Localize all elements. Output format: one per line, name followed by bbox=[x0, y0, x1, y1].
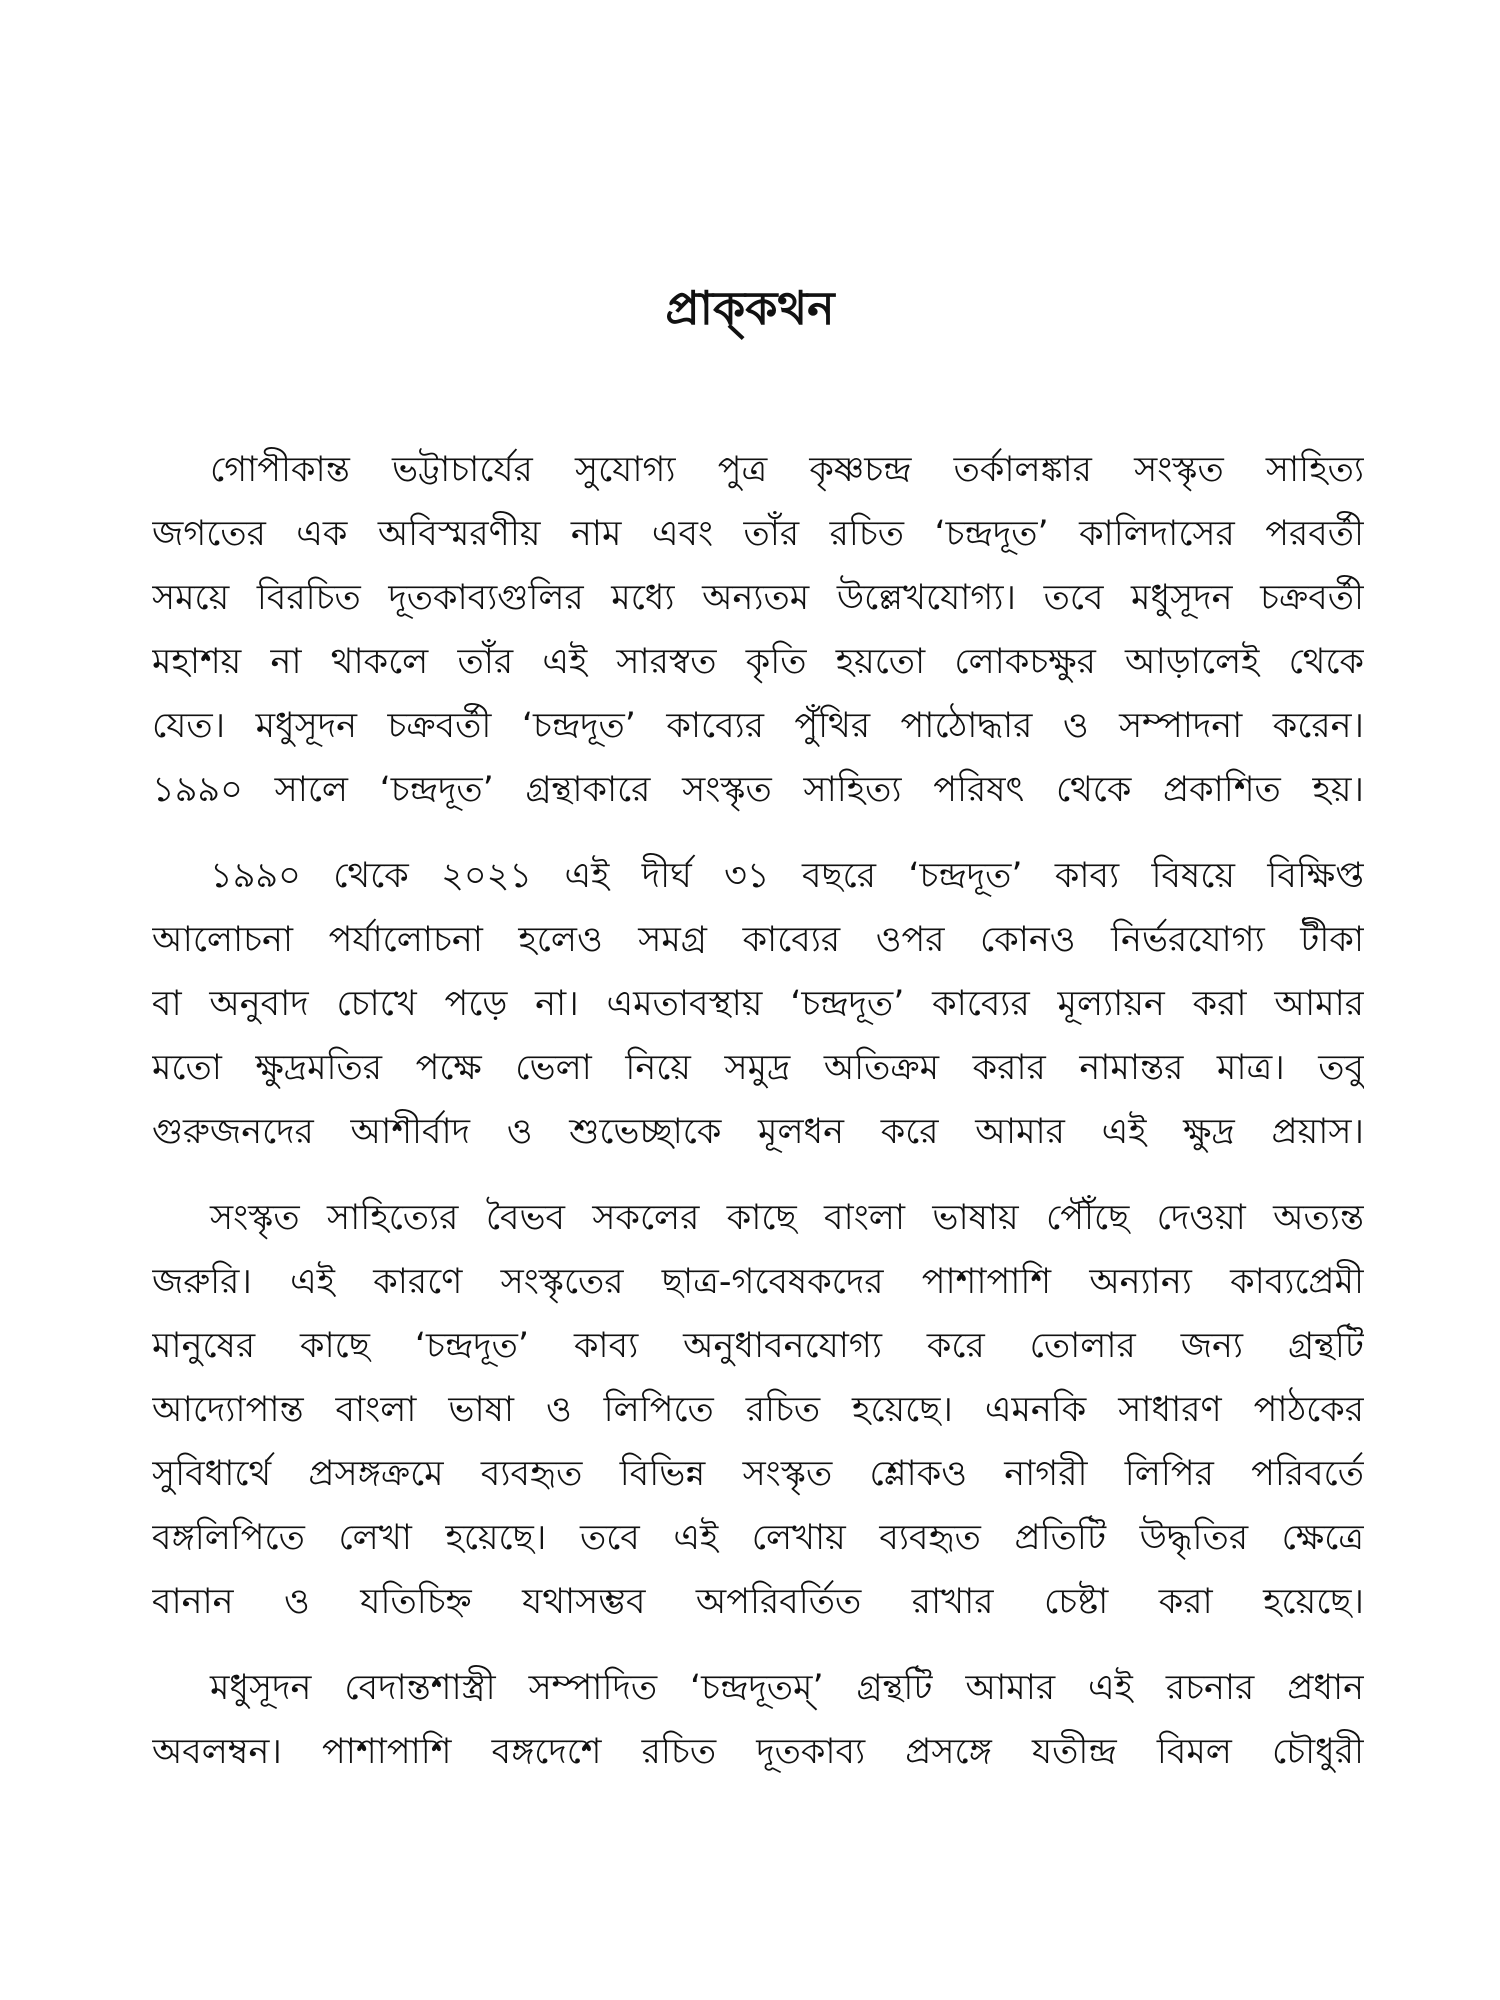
paragraph-2 bbox=[152, 844, 1364, 1164]
text-line: সংস্কৃত সাহিত্যের বৈভব সকলের কাছে বাংলা ভাষায় পৌঁছে দেওয়া অত্যন্ত bbox=[210, 1198, 1364, 1238]
page-title: প্রাক্‌কথন bbox=[665, 281, 835, 335]
text-line: গোপীকান্ত ভট্টাচার্যের সুযোগ্য পুত্র কৃষ্ণচন্দ্র তর্কালঙ্কার সংস্কৃত সাহিত্য bbox=[210, 450, 1364, 490]
text-line: সুবিধার্থে প্রসঙ্গক্রমে ব্যবহৃত বিভিন্ন সংস্কৃত শ্লোকও নাগরী লিপির পরিবর্তে bbox=[152, 1454, 1364, 1494]
text-line: বা অনুবাদ চোখে পড়ে না। এমতাবস্থায় ‘চন্দ্রদূত’ কাব্যের মূল্যায়ন করা আমার bbox=[152, 984, 1364, 1024]
body-text bbox=[152, 438, 1364, 1806]
text-line: মহাশয় না থাকলে তাঁর এই সারস্বত কৃতি হয়তো লোকচক্ষুর আড়ালেই থেকে bbox=[152, 642, 1364, 682]
text-line: জগতের এক অবিস্মরণীয় নাম এবং তাঁর রচিত ‘চন্দ্রদূত’ কালিদাসের পরবর্তী bbox=[152, 514, 1364, 554]
text-line: মানুষের কাছে ‘চন্দ্রদূত’ কাব্য অনুধাবনযোগ্য করে তোলার জন্য গ্রন্থটি bbox=[152, 1326, 1364, 1366]
text-line: আদ্যোপান্ত বাংলা ভাষা ও লিপিতে রচিত হয়েছে। এমনকি সাধারণ পাঠকের bbox=[152, 1390, 1364, 1430]
text-line: বঙ্গলিপিতে লেখা হয়েছে। তবে এই লেখায় ব্যবহৃত প্রতিটি উদ্ধৃতির ক্ষেত্রে bbox=[152, 1518, 1364, 1558]
text-line: মতো ক্ষুদ্রমতির পক্ষে ভেলা নিয়ে সমুদ্র অতিক্রম করার নামান্তর মাত্র। তবু bbox=[152, 1048, 1364, 1088]
text-line: গুরুজনদের আশীর্বাদ ও শুভেচ্ছাকে মূলধন করে আমার এই ক্ষুদ্র প্রয়াস। bbox=[152, 1112, 1364, 1152]
text-line: সময়ে বিরচিত দূতকাব্যগুলির মধ্যে অন্যতম উল্লেখযোগ্য। তবে মধুসূদন চক্রবর্তী bbox=[152, 578, 1364, 618]
text-line: ১৯৯০ থেকে ২০২১ এই দীর্ঘ ৩১ বছরে ‘চন্দ্রদূত’ কাব্য বিষয়ে বিক্ষিপ্ত bbox=[210, 856, 1364, 896]
paragraph-3 bbox=[152, 1186, 1364, 1634]
text-line: অবলম্বন। পাশাপাশি বঙ্গদেশে রচিত দূতকাব্য প্রসঙ্গে যতীন্দ্র বিমল চৌধুরী bbox=[152, 1732, 1364, 1772]
text-line: ১৯৯০ সালে ‘চন্দ্রদূত’ গ্রন্থাকারে সংস্কৃত সাহিত্য পরিষৎ থেকে প্রকাশিত হয়। bbox=[152, 770, 1364, 810]
text-line: মধুসূদন বেদান্তশাস্ত্রী সম্পাদিত ‘চন্দ্রদূতম্’ গ্রন্থটি আমার এই রচনার প্রধান bbox=[210, 1668, 1364, 1708]
text-line: আলোচনা পর্যালোচনা হলেও সমগ্র কাব্যের ওপর কোনও নির্ভরযোগ্য টীকা bbox=[152, 920, 1364, 960]
paragraph-1 bbox=[152, 438, 1364, 822]
text-line: বানান ও যতিচিহ্ন যথাসম্ভব অপরিবর্তিত রাখার চেষ্টা করা হয়েছে। bbox=[152, 1582, 1364, 1622]
text-line: জরুরি। এই কারণে সংস্কৃতের ছাত্র-গবেষকদের পাশাপাশি অন্যান্য কাব্যপ্রেমী bbox=[152, 1262, 1364, 1302]
paragraph-4 bbox=[152, 1656, 1364, 1784]
text-line: যেত। মধুসূদন চক্রবর্তী ‘চন্দ্রদূত’ কাব্যের পুঁথির পাঠোদ্ধার ও সম্পাদনা করেন। bbox=[152, 706, 1364, 746]
